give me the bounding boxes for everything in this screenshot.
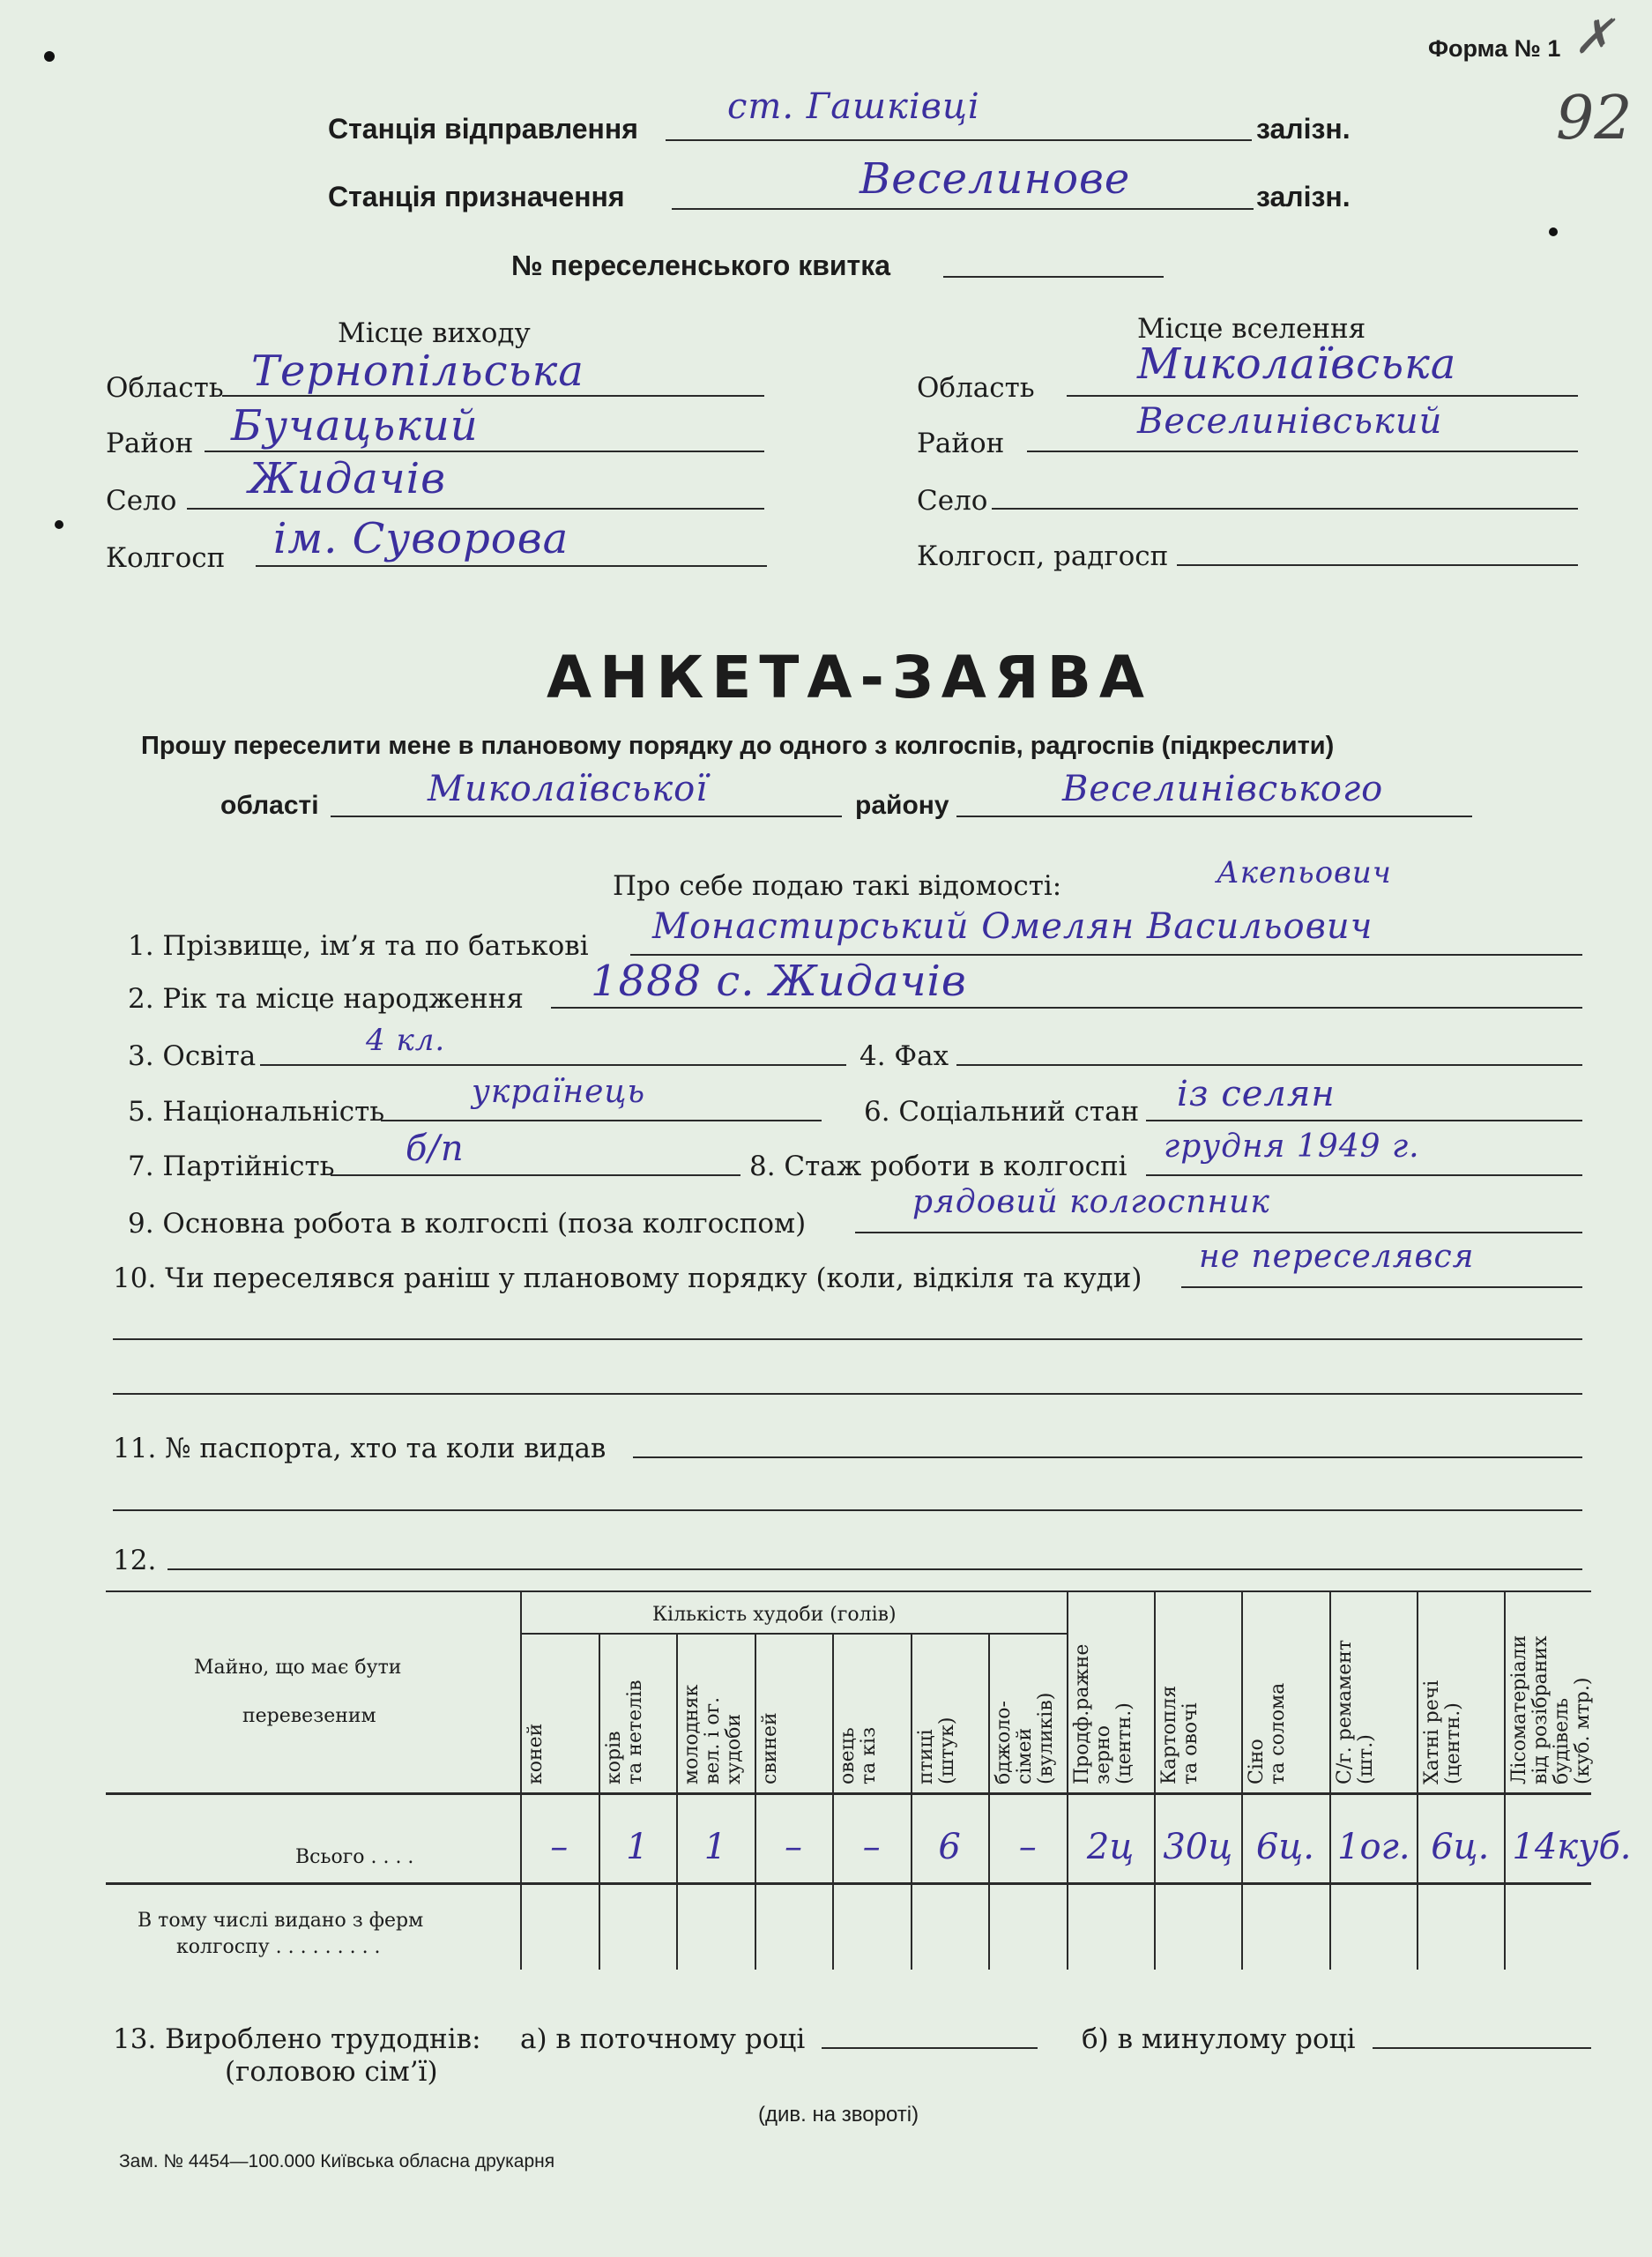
origin-selo-line bbox=[187, 508, 764, 510]
field10-extra-line-1[interactable] bbox=[113, 1338, 1582, 1340]
request-oblast-label: області bbox=[220, 791, 319, 820]
destination-station-label: Станція призначення bbox=[328, 181, 625, 212]
destination-station-suffix: залізн. bbox=[1256, 181, 1351, 212]
column-header: Хатні речі (центн.) bbox=[1420, 1680, 1464, 1784]
field11-extra-line[interactable] bbox=[113, 1509, 1582, 1511]
table-col-divider bbox=[1329, 1590, 1331, 1970]
field2-line bbox=[551, 1007, 1582, 1009]
origin-rayon-label: Район bbox=[106, 428, 194, 459]
column-header: свиней bbox=[758, 1712, 781, 1784]
field8-label: 8. Стаж роботи в колгоспі bbox=[749, 1151, 1127, 1182]
dest-oblast-line bbox=[1067, 395, 1578, 397]
column-header: птиці (штук) bbox=[914, 1717, 958, 1784]
total-value[interactable]: – bbox=[550, 1827, 569, 1867]
farm-label-line1: В тому числі видано з ферм bbox=[138, 1910, 424, 1932]
total-value[interactable]: 2ц bbox=[1086, 1827, 1135, 1867]
total-value[interactable]: 6ц. bbox=[1255, 1827, 1314, 1867]
table-total-border bbox=[106, 1882, 1591, 1885]
ink-dot-icon bbox=[44, 51, 55, 62]
info-heading: Про себе подаю такі відомості: bbox=[613, 870, 1062, 902]
row-header-line1: Майно, що має бути bbox=[194, 1657, 402, 1679]
field2-label: 2. Рік та місце народження bbox=[128, 983, 524, 1015]
dest-selo-label: Село bbox=[917, 485, 988, 517]
field12-line[interactable] bbox=[167, 1568, 1582, 1570]
farm-label-line2: колгоспу . . . . . . . . . bbox=[176, 1936, 381, 1958]
dest-rayon-label: Район bbox=[917, 428, 1005, 459]
table-col-divider bbox=[832, 1633, 834, 1970]
field11-label: 11. № паспорта, хто та коли видав bbox=[113, 1433, 606, 1464]
request-rayon-line bbox=[956, 816, 1472, 817]
row-header-line2: перевезеним bbox=[242, 1705, 376, 1727]
origin-rayon-line bbox=[205, 451, 764, 452]
column-header: Продф.ражне зерно (центн.) bbox=[1071, 1643, 1135, 1784]
dest-oblast-value[interactable]: Миколаївська bbox=[1137, 339, 1457, 389]
request-oblast-line bbox=[331, 816, 842, 817]
table-col-divider bbox=[1154, 1590, 1156, 1970]
table-col-divider bbox=[520, 1590, 522, 1970]
table-col-divider bbox=[988, 1633, 990, 1970]
field5-label: 5. Національність bbox=[128, 1096, 385, 1128]
archive-number: 92 bbox=[1556, 84, 1633, 153]
departure-suffix: залізн. bbox=[1256, 113, 1351, 145]
field4-line[interactable] bbox=[956, 1064, 1582, 1066]
total-value[interactable]: – bbox=[1018, 1827, 1037, 1867]
field6-label: 6. Соціальний стан bbox=[864, 1096, 1140, 1128]
field4-label: 4. Фах bbox=[859, 1040, 949, 1072]
column-header: С/г. ремамент (шт.) bbox=[1333, 1639, 1377, 1784]
field10-extra-line-2[interactable] bbox=[113, 1393, 1582, 1395]
origin-kolhosp-value[interactable]: ім. Суворова bbox=[273, 514, 569, 563]
table-col-divider bbox=[1417, 1590, 1418, 1970]
dest-kolhosp-line[interactable] bbox=[1177, 564, 1578, 566]
workdays-current-label: а) в поточному році bbox=[520, 2023, 806, 2055]
archive-mark-icon: ✗ bbox=[1574, 9, 1614, 64]
table-col-divider bbox=[1067, 1590, 1068, 1970]
column-header: коней bbox=[525, 1723, 547, 1784]
group-header: Кількість худоби (голів) bbox=[652, 1604, 897, 1626]
destination-station-value[interactable]: Веселинове bbox=[859, 154, 1131, 204]
destination-station-line bbox=[672, 208, 1254, 210]
table-col-divider bbox=[599, 1633, 600, 1970]
origin-heading: Місце виходу bbox=[338, 317, 531, 349]
field7-label: 7. Партійність bbox=[128, 1151, 335, 1182]
field3-line bbox=[260, 1064, 846, 1066]
request-rayon-label: району bbox=[855, 791, 949, 820]
table-top-border bbox=[106, 1590, 1591, 1592]
field7-value[interactable]: б/п bbox=[406, 1128, 465, 1169]
total-value[interactable]: 14куб. bbox=[1512, 1827, 1632, 1867]
destination-heading: Місце вселення bbox=[1137, 313, 1366, 345]
table-col-divider bbox=[1241, 1590, 1243, 1970]
see-back-note: (див. на звороті) bbox=[758, 2103, 919, 2127]
table-col-divider bbox=[911, 1633, 912, 1970]
total-value[interactable]: – bbox=[862, 1827, 881, 1867]
table-col-divider bbox=[676, 1633, 678, 1970]
dest-rayon-value[interactable]: Веселинівський bbox=[1137, 401, 1443, 442]
dest-kolhosp-label: Колгосп, радгосп bbox=[917, 540, 1169, 572]
field1-value[interactable]: Монастирський Омелян Васильович bbox=[652, 906, 1373, 947]
form-number: Форма № 1 bbox=[1428, 35, 1561, 62]
column-header: молодняк вел. і ог. худоби bbox=[681, 1684, 746, 1784]
field9-value[interactable]: рядовий колгоспник bbox=[912, 1184, 1270, 1220]
origin-rayon-value[interactable]: Бучацький bbox=[231, 401, 479, 451]
workdays-current-line[interactable] bbox=[822, 2047, 1038, 2049]
total-value[interactable]: 1 bbox=[703, 1827, 727, 1867]
origin-selo-value[interactable]: Жидачів bbox=[249, 454, 447, 503]
field9-line bbox=[855, 1232, 1582, 1233]
field8-line bbox=[1146, 1174, 1582, 1176]
request-text: Прошу переселити мене в плановому порядку до одного з колгоспів, радгоспів (підкреслити) bbox=[141, 732, 1335, 760]
table-header-border bbox=[106, 1792, 1591, 1795]
column-header: Лісоматеріали від розібраних будівель (куб. мтр.) bbox=[1507, 1635, 1594, 1784]
column-header: Сіно та солома bbox=[1246, 1682, 1290, 1784]
ticket-label: № переселенського квитка bbox=[511, 250, 891, 281]
origin-oblast-value[interactable]: Тернопільська bbox=[251, 346, 584, 396]
total-label: Всього . . . . bbox=[295, 1846, 414, 1868]
field9-label: 9. Основна робота в колгоспі (поза колгоспом) bbox=[128, 1208, 807, 1240]
total-value[interactable]: 6ц. bbox=[1431, 1827, 1490, 1867]
column-header: бджоло- сімей (вуликів) bbox=[993, 1692, 1058, 1784]
field7-line bbox=[331, 1174, 740, 1176]
total-value[interactable]: 30ц bbox=[1163, 1827, 1233, 1867]
dest-rayon-line bbox=[1027, 451, 1578, 452]
form-title: АНКЕТА-ЗАЯВА bbox=[547, 644, 1153, 711]
origin-kolhosp-label: Колгосп bbox=[106, 542, 226, 574]
field1-correction[interactable]: Акепьович bbox=[1217, 855, 1392, 890]
origin-oblast-label: Область bbox=[106, 372, 224, 404]
column-header: корів та нетелів bbox=[602, 1680, 646, 1784]
field3-label: 3. Освіта bbox=[128, 1040, 257, 1072]
departure-line bbox=[666, 139, 1252, 141]
property-table bbox=[106, 1590, 1632, 1970]
column-header: Картопля та овочі bbox=[1158, 1685, 1202, 1784]
field11-line[interactable] bbox=[633, 1456, 1582, 1458]
field10-label: 10. Чи переселявся раніш у плановому порядку (коли, відкіля та куди) bbox=[113, 1263, 1142, 1294]
field1-line bbox=[630, 954, 1582, 956]
field3-value[interactable]: 4 кл. bbox=[366, 1023, 446, 1058]
field5-line bbox=[381, 1120, 822, 1121]
column-header: овець та кіз bbox=[837, 1726, 881, 1784]
request-rayon-value[interactable]: Веселинівського bbox=[1062, 769, 1384, 809]
field10-value[interactable]: не переселявся bbox=[1199, 1239, 1475, 1275]
workdays-sub: (головою сім’ї) bbox=[225, 2056, 438, 2088]
request-oblast-value[interactable]: Миколаївської bbox=[428, 769, 709, 809]
workdays-last-label: б) в минулому році bbox=[1082, 2023, 1356, 2055]
printer-note: Зам. № 4454—100.000 Київська обласна друкарня bbox=[119, 2151, 555, 2171]
table-group-border bbox=[520, 1633, 1067, 1635]
dest-oblast-label: Область bbox=[917, 372, 1035, 404]
dest-selo-line[interactable] bbox=[992, 508, 1578, 510]
table-col-divider bbox=[1504, 1590, 1506, 1970]
origin-kolhosp-line bbox=[256, 565, 767, 567]
total-value[interactable]: 6 bbox=[938, 1827, 961, 1867]
origin-selo-label: Село bbox=[106, 485, 177, 517]
field1-label: 1. Прізвище, ім’я та по батькові bbox=[128, 930, 589, 962]
total-value[interactable]: – bbox=[785, 1827, 802, 1867]
total-value[interactable]: 1ог. bbox=[1337, 1827, 1410, 1867]
ink-dot-icon bbox=[1549, 227, 1558, 236]
workdays-label: 13. Вироблено трудоднів: bbox=[113, 2023, 481, 2055]
workdays-last-line[interactable] bbox=[1373, 2047, 1591, 2049]
field10-line bbox=[1181, 1286, 1582, 1288]
field6-line bbox=[1146, 1120, 1582, 1121]
departure-value[interactable]: ст. Гашківці bbox=[727, 86, 980, 127]
ticket-line[interactable] bbox=[943, 276, 1164, 278]
field5-value[interactable]: українець bbox=[472, 1074, 646, 1110]
field6-value[interactable]: із селян bbox=[1177, 1074, 1336, 1114]
ink-dot-icon bbox=[55, 520, 63, 529]
table-col-divider bbox=[755, 1633, 756, 1970]
field12-label: 12. bbox=[113, 1545, 157, 1576]
total-value[interactable]: 1 bbox=[626, 1827, 649, 1867]
field8-value[interactable]: грудня 1949 г. bbox=[1164, 1128, 1420, 1165]
departure-label: Станція відправлення bbox=[328, 113, 638, 145]
field2-value[interactable]: 1888 с. Жидачів bbox=[591, 957, 967, 1006]
